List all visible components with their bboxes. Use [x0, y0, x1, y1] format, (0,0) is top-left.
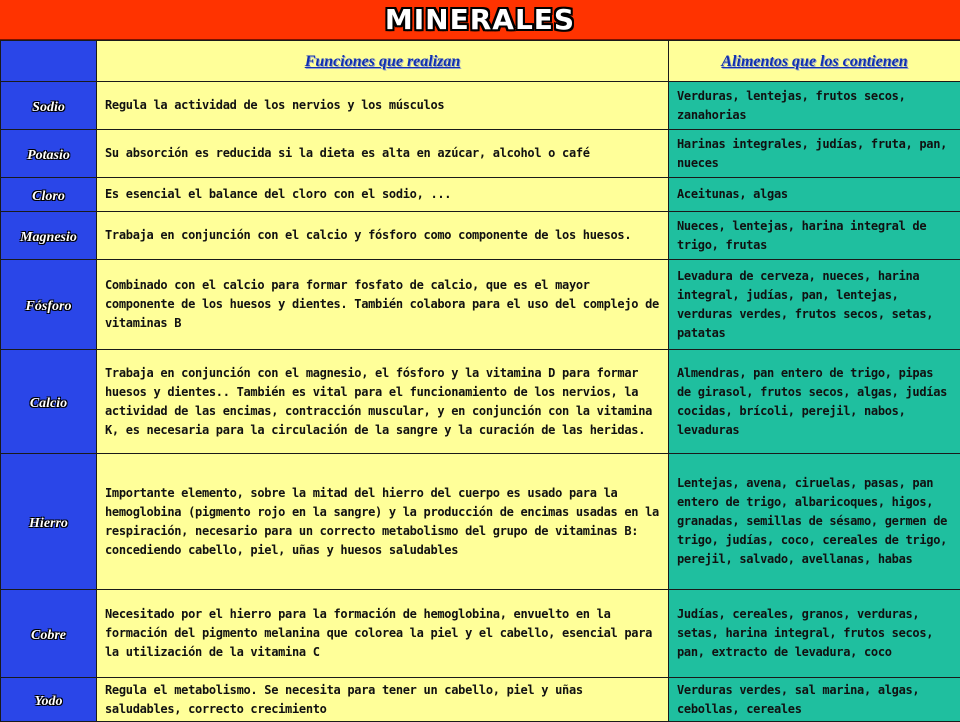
- function-text: Es esencial el balance del cloro con el sodio, ...: [105, 185, 660, 204]
- header-foods: [669, 41, 960, 82]
- mineral-name: Cloro: [32, 189, 65, 204]
- header-corner: [1, 41, 97, 82]
- mineral-name: Fósforo: [26, 299, 72, 314]
- mineral-cell: [1, 590, 97, 678]
- function-text: Su absorción es reducida si la dieta es alta en azúcar, alcohol o café: [105, 144, 660, 163]
- table-row: [1, 678, 960, 722]
- foods-text: Nueces, lentejas, harina integral de trigo, frutas: [677, 217, 952, 255]
- foods-cell: [669, 130, 960, 178]
- foods-text: Harinas integrales, judías, fruta, pan, nueces: [677, 135, 952, 173]
- page-title: MINERALES: [385, 3, 575, 36]
- foods-cell: [669, 350, 960, 454]
- function-cell: [97, 590, 669, 678]
- foods-cell: [669, 678, 960, 722]
- foods-cell: [669, 178, 960, 212]
- title-bar: [0, 0, 960, 40]
- mineral-cell: [1, 454, 97, 590]
- table-row: [1, 350, 960, 454]
- table-row: [1, 130, 960, 178]
- function-cell: [97, 130, 669, 178]
- foods-cell: [669, 454, 960, 590]
- table-row: [1, 212, 960, 260]
- foods-cell: [669, 212, 960, 260]
- header-functions: [97, 41, 669, 82]
- mineral-cell: [1, 350, 97, 454]
- function-cell: [97, 178, 669, 212]
- foods-cell: [669, 82, 960, 130]
- function-cell: [97, 350, 669, 454]
- minerals-table: [0, 40, 960, 722]
- function-text: Regula la actividad de los nervios y los músculos: [105, 96, 660, 115]
- mineral-cell: [1, 260, 97, 350]
- header-functions-label: Funciones que realizan: [305, 53, 461, 70]
- mineral-name: Calcio: [30, 396, 67, 411]
- foods-cell: [669, 590, 960, 678]
- foods-text: Lentejas, avena, ciruelas, pasas, pan entero de trigo, albaricoques, higos, granadas, semillas de sésamo, germen de trigo, judías, coco, cereales de trigo, perejil, salvado, avellanas, habas: [677, 474, 952, 569]
- mineral-name: Sodio: [32, 100, 65, 115]
- foods-cell: [669, 260, 960, 350]
- mineral-name: Hierro: [29, 516, 68, 531]
- function-text: Trabaja en conjunción con el magnesio, el fósforo y la vitamina D para formar huesos y dientes.. También es vital para el funcionamiento de los nervios, la actividad de las encimas, contracción muscular, y en conjunción con la vitamina K, es necesaria para la circulación de la sangre y la curación de las heridas.: [105, 364, 660, 440]
- function-cell: [97, 454, 669, 590]
- mineral-name: Potasio: [27, 148, 70, 163]
- mineral-name: Yodo: [35, 694, 63, 709]
- mineral-cell: [1, 212, 97, 260]
- function-cell: [97, 82, 669, 130]
- function-text: Importante elemento, sobre la mitad del hierro del cuerpo es usado para la hemoglobina (pigmento rojo en la sangre) y la producción de encimas usadas en la respiración, necesario para un correcto metabolismo del grupo de vitaminas B: concediendo cabello, piel, uñas y huesos saludables: [105, 484, 660, 560]
- mineral-cell: [1, 82, 97, 130]
- function-text: Trabaja en conjunción con el calcio y fósforo como componente de los huesos.: [105, 226, 660, 245]
- mineral-name: Magnesio: [20, 230, 77, 245]
- function-text: Regula el metabolismo. Se necesita para tener un cabello, piel y uñas saludables, correcto crecimiento: [105, 681, 660, 719]
- foods-text: Judías, cereales, granos, verduras, setas, harina integral, frutos secos, pan, extracto de levadura, coco: [677, 605, 952, 662]
- mineral-name: Cobre: [31, 628, 66, 643]
- foods-text: Levadura de cerveza, nueces, harina integral, judías, pan, lentejas, verduras verdes, frutos secos, setas, patatas: [677, 267, 952, 343]
- header-row: [1, 41, 960, 82]
- function-cell: [97, 260, 669, 350]
- table-row: [1, 82, 960, 130]
- table-row: [1, 178, 960, 212]
- foods-text: Verduras verdes, sal marina, algas, cebollas, cereales: [677, 681, 952, 719]
- foods-text: Verduras, lentejas, frutos secos, zanahorias: [677, 87, 952, 125]
- foods-text: Almendras, pan entero de trigo, pipas de girasol, frutos secos, algas, judías cocidas, brícoli, perejil, nabos, levaduras: [677, 364, 952, 440]
- foods-text: Aceitunas, algas: [677, 185, 952, 204]
- table-row: [1, 590, 960, 678]
- header-foods-label: Alimentos que los contienen: [721, 53, 907, 70]
- mineral-cell: [1, 130, 97, 178]
- function-cell: [97, 212, 669, 260]
- function-cell: [97, 678, 669, 722]
- table-row: [1, 454, 960, 590]
- table-row: [1, 260, 960, 350]
- function-text: Necesitado por el hierro para la formación de hemoglobina, envuelto en la formación del pigmento melanina que colorea la piel y el cabello, esencial para la utilización de la vitamina C: [105, 605, 660, 662]
- mineral-cell: [1, 178, 97, 212]
- function-text: Combinado con el calcio para formar fosfato de calcio, que es el mayor componente de los huesos y dientes. También colabora para el uso del complejo de vitaminas B: [105, 276, 660, 333]
- mineral-cell: [1, 678, 97, 722]
